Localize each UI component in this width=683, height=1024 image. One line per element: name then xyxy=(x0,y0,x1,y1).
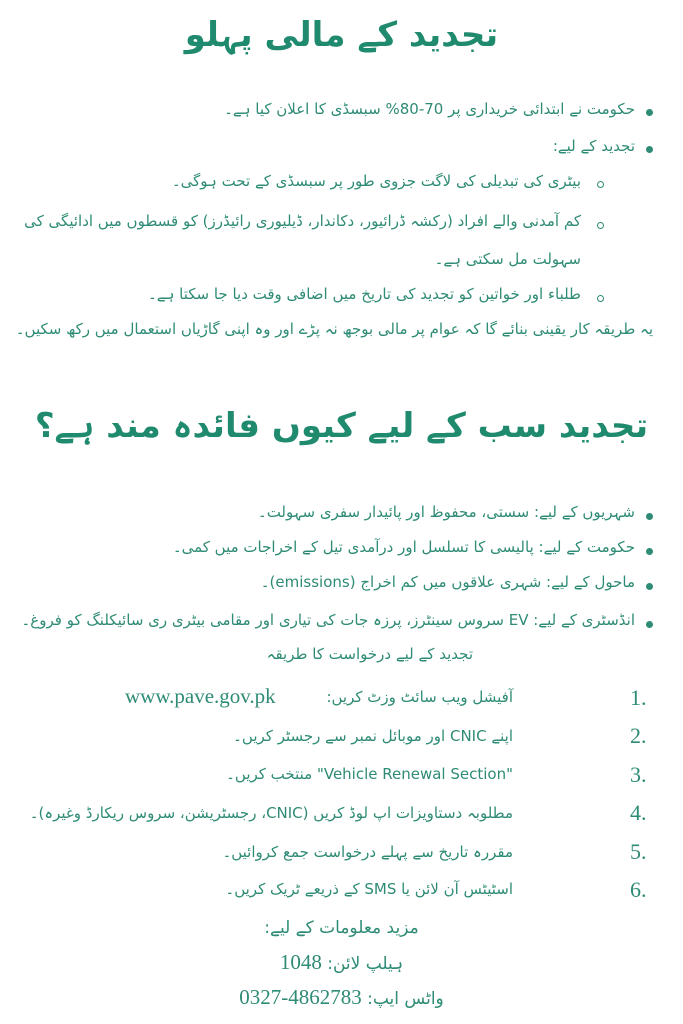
helpline-number[interactable]: 1048 xyxy=(279,950,322,974)
sub-bullet-circle xyxy=(597,181,604,188)
process-title: تجدید کے لیے درخواست کا طریقہ xyxy=(266,645,473,663)
step-number: 3. xyxy=(630,762,647,787)
step-number: 2. xyxy=(630,723,647,748)
step-4-text: مطلوبہ دستاویزات اپ لوڈ کریں (CNIC، رجسٹریشن، سروس ریکارڈ وغیرہ)۔ xyxy=(29,804,513,822)
more-info-label: مزید معلومات کے لیے: xyxy=(264,918,419,938)
step-1-text: آفیشل ویب سائٹ وزٹ کریں: xyxy=(326,688,513,706)
bullet-dot xyxy=(646,146,653,153)
benefit-government: حکومت کے لیے: پالیسی کا تسلسل اور درآمدی تیل کے اخراجات میں کمی۔ xyxy=(172,538,635,556)
bullet-dot xyxy=(646,548,653,555)
whatsapp-number[interactable]: 0327-4862783 xyxy=(239,985,362,1009)
step-number: 1. xyxy=(630,685,647,710)
benefit-industry: انڈسٹری کے لیے: EV سروس سینٹرز، پرزہ جات کی تیاری اور مقامی بیٹری ری سائیکلنگ کو فروغ۔ xyxy=(21,611,635,629)
step-5-text: مقررہ تاریخ سے پہلے درخواست جمع کروائیں۔ xyxy=(222,843,513,861)
whatsapp-label: واٹس ایپ: xyxy=(367,989,444,1009)
section-title-benefits: تجدید سب کے لیے کیوں فائدہ مند ہے؟ xyxy=(34,406,649,446)
step-number: 4. xyxy=(630,800,647,825)
website-link[interactable]: www.pave.gov.pk xyxy=(125,684,276,708)
bullet-dot xyxy=(646,621,653,628)
helpline-label: ہیلپ لائن: xyxy=(327,954,404,974)
step-number: 5. xyxy=(630,839,647,864)
whatsapp-row xyxy=(0,985,683,1010)
battery-cost-note: بیٹری کی تبدیلی کی لاگت جزوی طور پر سبسڈی کے تحت ہوگی۔ xyxy=(171,172,581,190)
sub-bullet-circle xyxy=(597,222,604,229)
helpline-row xyxy=(0,950,683,975)
subsidy-announcement: حکومت نے ابتدائی خریداری پر 70-80% سبسڈی کا اعلان کیا ہے۔ xyxy=(224,100,635,118)
step-6-text: اسٹیٹس آن لائن یا SMS کے ذریعے ٹریک کریں۔ xyxy=(225,880,513,898)
sub-bullet-circle xyxy=(597,295,604,302)
benefit-citizens: شہریوں کے لیے: سستی، محفوظ اور پائیدار سفری سہولت۔ xyxy=(257,503,635,521)
section-title-financial: تجدید کے مالی پہلو xyxy=(184,15,499,55)
benefit-environment: ماحول کے لیے: شہری علاقوں میں کم اخراج (emissions)۔ xyxy=(260,573,635,591)
closing-statement: یہ طریقہ کار یقینی بنائے گا کہ عوام پر مالی بوجھ نہ پڑے اور وہ اپنی گاڑیاں استعمال میں رکھ سکیں۔ xyxy=(15,320,653,338)
installment-note-line1: کم آمدنی والے افراد (رکشہ ڈرائیور، دکاندار، ڈیلیوری رائیڈرز) کو قسطوں میں ادائیگی کی xyxy=(24,212,581,230)
step-3-text: "Vehicle Renewal Section" منتخب کریں۔ xyxy=(226,765,513,783)
bullet-dot xyxy=(646,109,653,116)
step-2-text: اپنے CNIC اور موبائل نمبر سے رجسٹر کریں۔ xyxy=(233,727,513,745)
students-women-note: طلباء اور خواتین کو تجدید کی تاریخ میں اضافی وقت دیا جا سکتا ہے۔ xyxy=(147,285,581,303)
renewal-subheading: تجدید کے لیے: xyxy=(552,137,635,155)
step-number: 6. xyxy=(630,877,647,902)
bullet-dot xyxy=(646,513,653,520)
bullet-dot xyxy=(646,583,653,590)
installment-note-line2: سہولت مل سکتی ہے۔ xyxy=(434,250,581,268)
